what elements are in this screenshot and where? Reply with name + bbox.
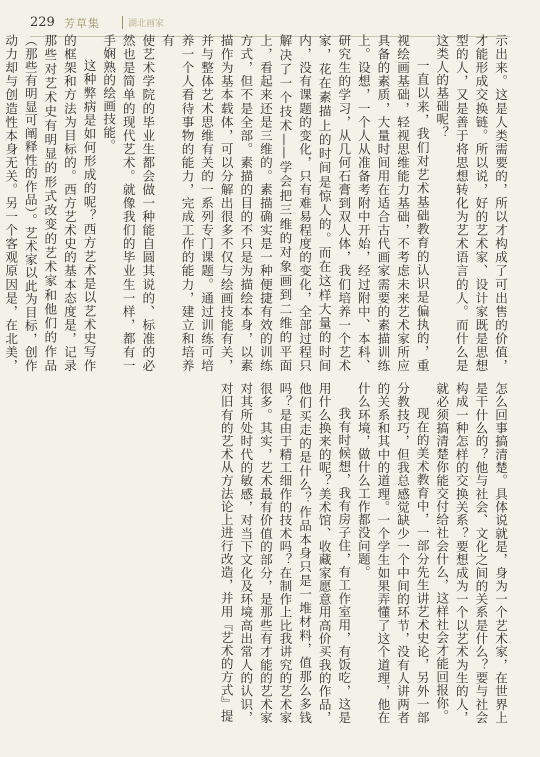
page-header	[30, 10, 510, 37]
page-number: 229	[30, 15, 55, 30]
upper-text-block	[3, 34, 510, 372]
running-head-subtitle: 湖北画家	[128, 19, 165, 29]
paragraph: 示出来。这是人类需要的，所以才构成了可出售的价值，才能形成交换链。所以说，好的艺术家、设计家既是思想型的人，又是善于将思想转化为艺术语言的人。而什么是这类人的基础呢？	[434, 34, 508, 372]
paragraph: 这种弊病是如何形成的呢？西方艺术是以艺术史写作的框架和方法为目标的。西方艺术史的基本态度是，记录那些对艺术史有明显的形式改变的艺术家和他们的作品（那些有明显可阐释性的作品）。艺术家以此为目标，创作动力却与创造性本身无关。另一个客观原因是，在北美，	[3, 34, 97, 372]
paragraph: 现在的美术教育中，一部分先生讲艺术史论，另外一部分教技巧，但我总感觉缺少一个中间的环节，没有人讲两者的关系和其中的道理。一个学生如果弄懂了这个道理，他在什么环境，做什么工作都没问题。	[355, 382, 430, 724]
lower-text-block	[30, 382, 510, 724]
paragraph: 我有时候想，我有房子住，有工作室用，有饭吃，这是用什么换来的呢？美术馆、收藏家愿意用高价买我的作品，他们买走的是什么？作品本身只是一堆材料，值那么多钱吗？是由于精工细作的技术吗？在制作上比我讲究的艺术家很多。其实，艺术最有价值的部分，是那些有才能的艺术家对其所处时代的敏感，对当下文化及环境高出常人的认识，对旧有的艺术从方法论上进行改造，并用『艺术的方式』提	[218, 382, 352, 724]
paragraph: 使艺术学院的毕业生都会做一种能自圆其说的、标准的必然也是简单的现代艺术。就像我们的毕业生一样，都有一手娴熟的绘画技能。	[101, 34, 156, 372]
header-divider	[122, 16, 123, 29]
paragraph: 一直以来，我们对艺术基础教育的认识是偏执的，重视绘画基础，轻视思维能力基础，不考虑未来艺术家所应具备的素质，大量时间用在适合古代画家需要的素描训练上。设想，一个人从准备考附中开始，经过附中、本科、研究生的学习，从几何石膏到双人体，我们培养一个艺术家，花在素描上的时间是惊人的。而在这样大量的时间内，没有课题的变化，只有难易程度的变化，全部过程只解决了一个技术——学会把三维的对象画到二维的平面上，看起来还是三维的。素描确实是一种便捷有效的训练方式，但不是全部。素描的目的不只是为描绘本身，以素描作为基本载体，可以分解出很多不仅与绘画技能有关，并与整体艺术思维有关的一系列专门课题。通过训练可培养一个人看待事物的能力，完成工作的能力，建立和培养有	[159, 34, 430, 372]
paragraph: 怎么回事搞清楚。具体说就是，身为一个艺术家，在世界上是干什么的？他与社会、文化之间的关系是什么？要与社会构成一种怎样的交换关系？要想成为一个以艺术为生的人，就必须搞清楚你能交付给社会什么，这样社会才能回报你。	[434, 382, 508, 724]
running-head: 芳草集	[64, 17, 100, 30]
